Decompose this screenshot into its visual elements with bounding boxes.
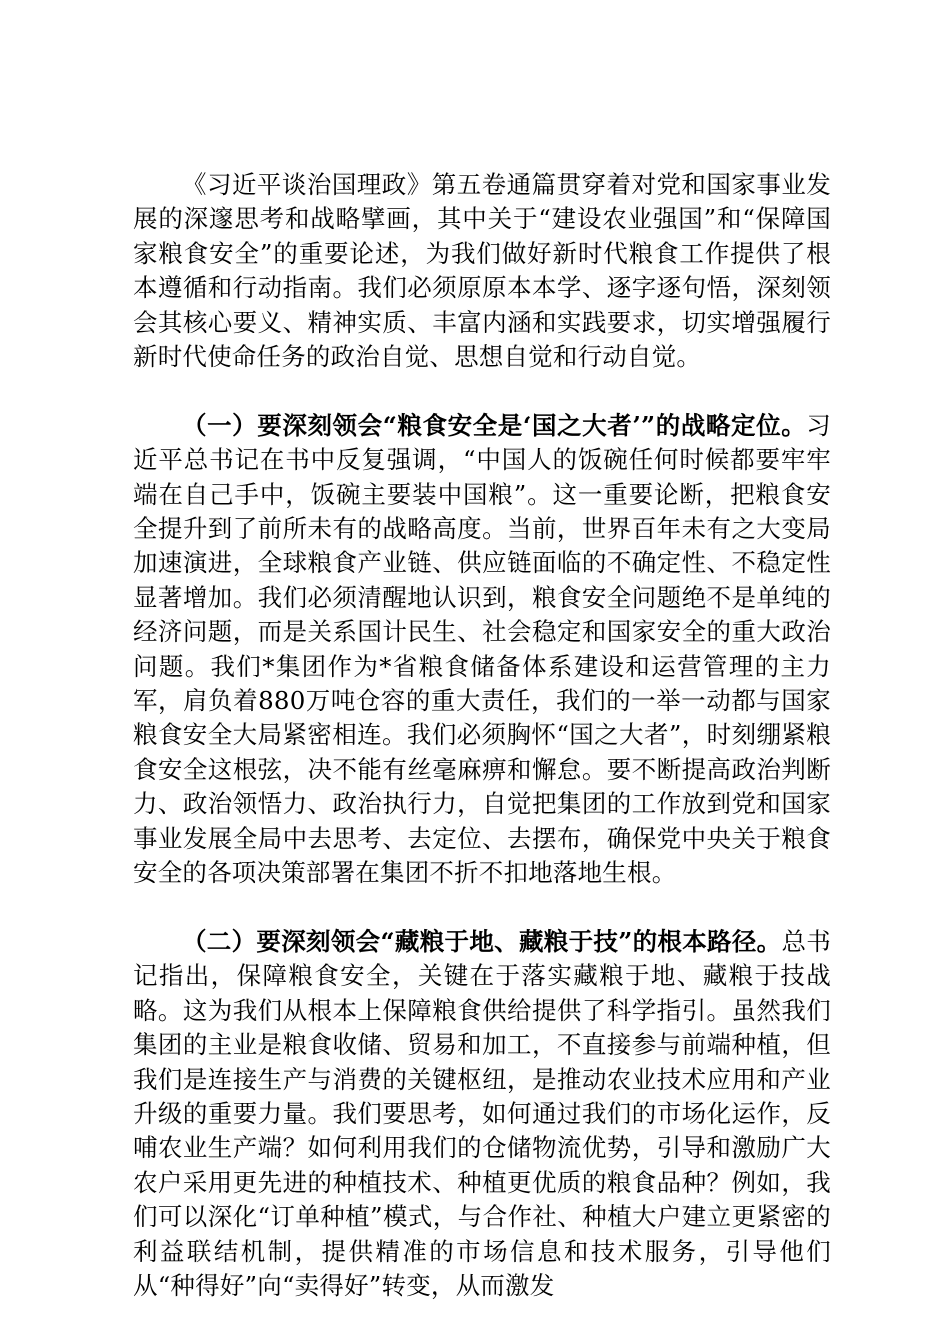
paragraph-section-1 [133, 409, 831, 891]
document-body [133, 168, 831, 1338]
paragraph-section-2 [133, 925, 831, 1303]
paragraph-lead: （一）要深刻领会“粮食安全是‘国之大者’”的战略定位。 [182, 410, 807, 440]
paragraph-intro [133, 168, 831, 374]
paragraph-text: 总书记指出，保障粮食安全，关键在于落实藏粮于地、藏粮于技战略。这为我们从根本上保障粮食供给提供了科学指引。虽然我们集团的主业是粮食收储、贸易和加工，不直接参与前端种植，但我们是连接生产与消费的关键枢纽，是推动农业技术应用和产业升级的重要力量。我们要思考，如何通过我们的市场化运作，反哺农业生产端？如何利用我们的仓储物流优势，引导和激励广大农户采用更先进的种植技术、种植更优质的粮食品种？例如，我们可以深化“订单种植”模式，与合作社、种植大户建立更紧密的利益联结机制，提供精准的市场信息和技术服务，引导他们从“种得好”向“卖得好”转变，从而激发 [133, 926, 831, 1300]
paragraph-lead: （二）要深刻领会“藏粮于地、藏粮于技”的根本路径。 [182, 926, 782, 956]
paragraph-text: 《习近平谈治国理政》第五卷通篇贯穿着对党和国家事业发展的深邃思考和战略擘画，其中关于“建设农业强国”和“保障国家粮食安全”的重要论述，为我们做好新时代粮食工作提供了根本遵循和行动指南。我们必须原原本本学、逐字逐句悟，深刻领会其核心要义、精神实质、丰富内涵和实践要求，切实增强履行新时代使命任务的政治自觉、思想自觉和行动自觉。 [133, 170, 831, 372]
paragraph-text: 习近平总书记在书中反复强调，“中国人的饭碗任何时候都要牢牢端在自己手中，饭碗主要装中国粮”。这一重要论断，把粮食安全提升到了前所未有的战略高度。当前，世界百年未有之大变局加速演进，全球粮食产业链、供应链面临的不确定性、不稳定性显著增加。我们必须清醒地认识到，粮食安全问题绝不是单纯的经济问题，而是关系国计民生、社会稳定和国家安全的重大政治问题。我们*集团作为*省粮食储备体系建设和运营管理的主力军，肩负着880万吨仓容的重大责任，我们的一举一动都与国家粮食安全大局紧密相连。我们必须胸怀“国之大者”，时刻绷紧粮食安全这根弦，决不能有丝毫麻痹和懈怠。要不断提高政治判断力、政治领悟力、政治执行力，自觉把集团的工作放到党和国家事业发展全局中去思考、去定位、去摆布，确保党中央关于粮食安全的各项决策部署在集团不折不扣地落地生根。 [133, 410, 831, 888]
